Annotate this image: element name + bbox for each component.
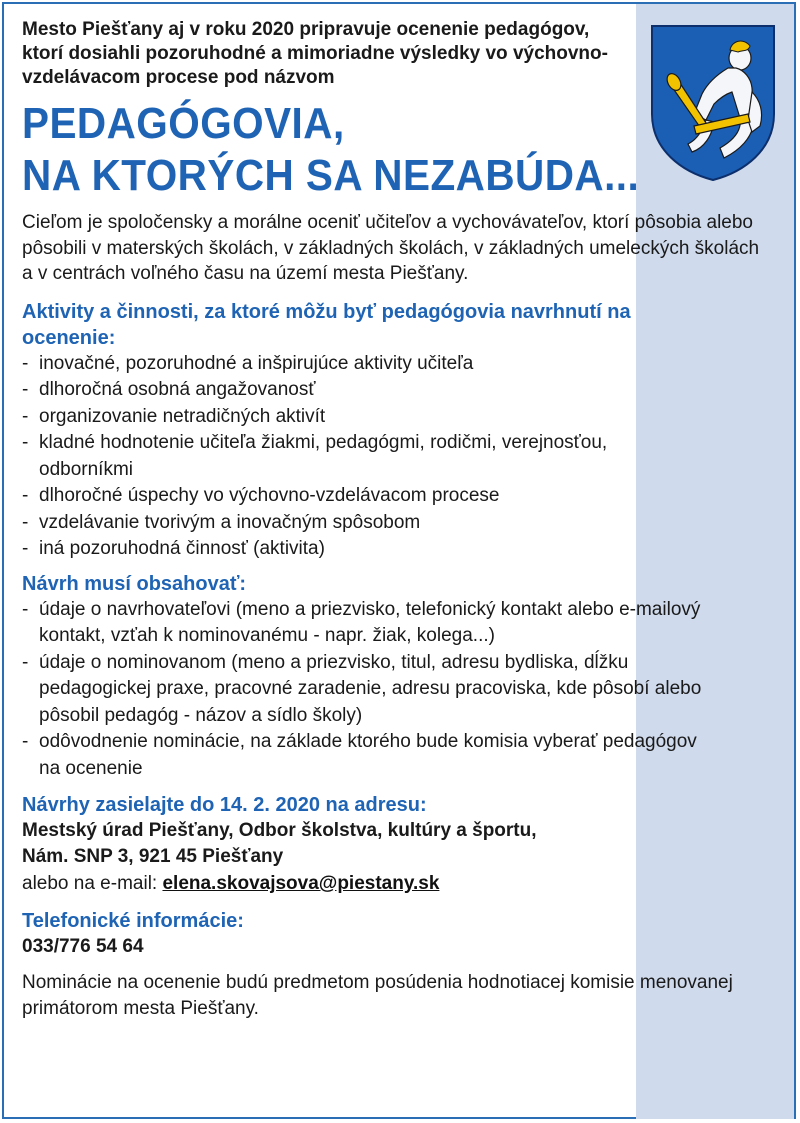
activities-section xyxy=(22,299,642,351)
activities-list xyxy=(22,351,612,563)
proposal-list xyxy=(22,597,722,783)
list-item: - údaje o navrhovateľovi (meno a priezvisko, telefonický kontakt alebo e-mailový kontakt, vzťah k nominovanému - napr. žiak, kolega...) xyxy=(22,597,722,650)
aim-paragraph: Cieľom je spoločensky a morálne oceniť učiteľov a vychovávateľov, ktorí pôsobia alebo pôsobili v materských školách, v základných školách, v základných umeleckých školách a v centrách voľného času na území mesta Piešťany. xyxy=(22,212,760,284)
phone-heading: Telefonické informácie: xyxy=(22,910,244,932)
phone-number: 033/776 54 64 xyxy=(22,936,144,957)
list-item: - inovačné, pozoruhodné a inšpirujúce aktivity učiteľa xyxy=(22,351,612,378)
list-item: - vzdelávanie tvorivým a inovačným spôsobom xyxy=(22,510,612,537)
document-body xyxy=(22,18,782,1022)
proposal-heading: Návrh musí obsahovať: xyxy=(22,572,247,595)
list-item: - odôvodnenie nominácie, na základe ktorého bude komisia vyberať pedagógov na ocenenie xyxy=(22,729,722,782)
proposal-section xyxy=(22,571,782,597)
list-item: - údaje o nominovanom (meno a priezvisko, titul, adresu bydliska, dĺžku pedagogickej praxe, pracovné zaradenie, adresu pracoviska, kde pôsobí alebo pôsobil pedagóg - názov a sídlo školy) xyxy=(22,650,722,730)
activities-heading: Aktivity a činnosti, za ktoré môžu byť pedagógovia navrhnutí na ocenenie: xyxy=(22,300,631,349)
address-line-2: Nám. SNP 3, 921 45 Piešťany xyxy=(22,846,284,867)
list-item: - iná pozoruhodná činnosť (aktivita) xyxy=(22,536,612,563)
phone-section xyxy=(22,908,782,960)
intro-text: Mesto Piešťany aj v roku 2020 pripravuje ocenenie pedagógov, ktorí dosiahli pozoruhodné a mimoriadne výsledky vo výchovno-vzdelávacom procese pod názvom xyxy=(22,19,608,88)
closing-note: Nominácie na ocenenie budú predmetom posúdenia hodnotiacej komisie menovanej primátorom mesta Piešťany. xyxy=(22,972,733,1019)
list-item: - kladné hodnotenie učiteľa žiakmi, pedagógmi, rodičmi, verejnosťou, odborníkmi xyxy=(22,430,612,483)
list-item: - organizovanie netradičných aktivít xyxy=(22,404,612,431)
email-prefix: alebo na e-mail: xyxy=(22,873,163,894)
list-item: - dlhoročné úspechy vo výchovno-vzdelávacom procese xyxy=(22,483,612,510)
email-link[interactable]: elena.skovajsova@piestany.sk xyxy=(162,873,440,894)
address-line-1: Mestský úrad Piešťany, Odbor školstva, kultúry a športu, xyxy=(22,820,537,841)
list-item: - dlhoročná osobná angažovanosť xyxy=(22,377,612,404)
email-line xyxy=(22,870,782,898)
send-heading: Návrhy zasielajte do 14. 2. 2020 na adresu: xyxy=(22,794,427,816)
send-section xyxy=(22,792,782,898)
main-title xyxy=(22,98,782,202)
title-line-2: NA KTORÝCH SA NEZABÚDA... xyxy=(22,151,640,200)
title-line-1: PEDAGÓGOVIA, xyxy=(22,99,345,148)
